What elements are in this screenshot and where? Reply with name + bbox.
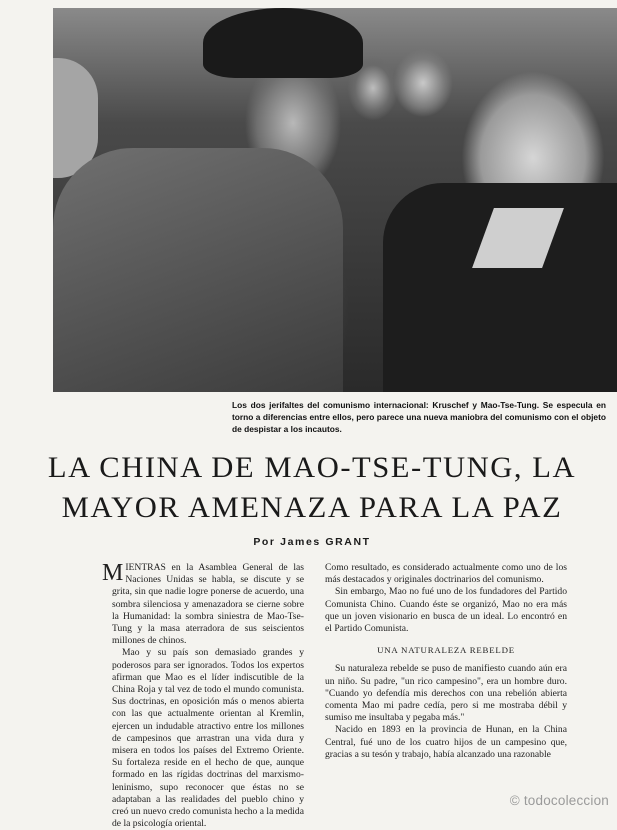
article-paragraph: Sin embargo, Mao no fué uno de los fundadores del Partido Comunista Chino. Cuando éste se organizó, Mao no era más que un joven visionario en busca de un ideal. Lo encontró en el Partido Comunista. (325, 586, 567, 635)
photo-caption: Los dos jerifaltes del comunismo internacional: Kruschef y Mao-Tse-Tung. Se especula en torno a diferencias entre ellos, pero parece una nueva maniobra del comunismo con el objeto de despistar a los incautos. (232, 400, 606, 434)
article-paragraph: MIENTRAS en la Asamblea General de las Naciones Unidas se habla, se discute y se grita, sin que nadie logre ponerse de acuerdo, una sombra silenciosa y amenazadora se cierne sobre la Humanidad: la sombra siniestra de Mao-Tse-Tung y la masa aterradora de sus seiscientos millones de chinos. (102, 560, 304, 647)
article-column-right (325, 562, 567, 761)
news-photo (53, 8, 617, 392)
article-column-left (102, 560, 304, 830)
article-paragraph: Nacido en 1893 en la provincia de Hunan, en la China Central, fué uno de los cuatro hijos de un campesino que, gracias a su tesón y trabajo, había alcanzado una razonable (325, 724, 567, 760)
headline-line-2: MAYOR AMENAZA PARA LA PAZ (61, 491, 563, 524)
article-paragraph: Su naturaleza rebelde se puso de manifiesto cuando aún era un niño. Su padre, "un rico campesino", era un hombre duro. "Cuando yo defendía mis derechos con una rebelión abierta comenta Mao mi padre cedía, pero si me mostraba débil y sumiso me insultaba y pegaba más." (325, 663, 567, 724)
photo-cap (203, 8, 363, 78)
dropcap: M (102, 560, 124, 586)
article-paragraph: Como resultado, es considerado actualmente como uno de los más destacados y originales doctrinarios del comunismo. (325, 562, 567, 586)
byline: Por James GRANT (253, 536, 371, 548)
headline-line-1: LA CHINA DE MAO-TSE-TUNG, LA (47, 451, 577, 484)
article-paragraph: Mao y su país son demasiado grandes y poderosos para ser ignorados. Todos los expertos afirman que Mao es el líder indiscutible de la China Roja y tal vez de todo el mundo comunista. Sus doctrinas, en oposición más o menos abierta con las que actualmente orientan al Kremlin, ejercen un indudable atractivo entre los millones de campesinos que arrastran una vida dura y misera en todos los países del Extremo Oriente. Su fortaleza reside en el hecho de que, aunque formado en las rígidas doctrinas del marxismo-leninismo, supo reconocer que éstas no se adaptaban a las realidades del pueblo chino y creó un nuevo credo comunista hecho a la medida de la psicología oriental. (112, 647, 304, 830)
article-headline (43, 448, 582, 528)
section-subhead: UNA NATURALEZA REBELDE (377, 645, 515, 656)
photo-figure-mao (53, 148, 343, 392)
watermark: © todocoleccion (509, 793, 609, 808)
